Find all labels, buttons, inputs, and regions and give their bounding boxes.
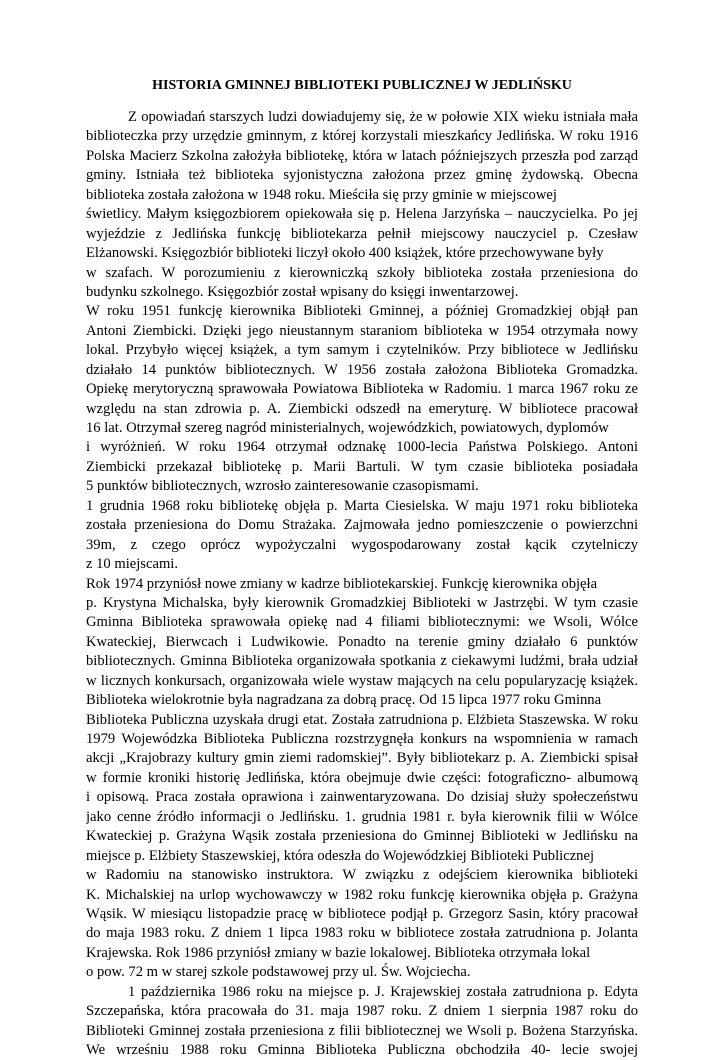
text-line: Elżanowski. Księgozbiór biblioteki liczył około 400 książek, które przechowywane były bbox=[86, 245, 604, 262]
text-line: Kwateckiej, Bierwcach i Ludwikowie. Ponadto na terenie gminy działało 6 punktów bbox=[86, 633, 638, 650]
text-line: o pow. 72 m w starej szkole podstawowej przy ul. Św. Wojciecha. bbox=[86, 964, 471, 981]
text-line: w formie kroniki historię Jedlińska, która obejmuje dwie części: fotograficzno- albumową bbox=[86, 769, 638, 786]
text-line: Opiekę merytoryczną sprawowała Powiatowa Biblioteka w Radomiu. 1 marca 1967 roku ze bbox=[86, 381, 638, 398]
text-line: K. Michalskiej na urlop wychowawczy w 1982 roku funkcję kierownika objęła p. Grażyna bbox=[86, 886, 638, 903]
text-line: Wąsik. W miesiącu listopadzie pracę w bibliotece podjął p. Grzegorz Sasin, który pracował bbox=[86, 905, 638, 922]
text-line: jako cenne źródło informacji o Jedlińsku. 1. grudnia 1981 r. była kierownik filii w Wólce bbox=[86, 808, 638, 825]
text-line: Kwateckiej p. Grażyna Wąsik została przeniesiona do Gminnej Biblioteki w Jedlińsku na bbox=[86, 828, 638, 845]
text-line: p. Krystyna Michalska, były kierownik Gromadzkiej Biblioteki w Jastrzębi. W tym czasie bbox=[86, 594, 638, 611]
text-line: Krajewska. Rok 1986 przyniósł zmiany w bazie lokalowej. Biblioteka otrzymała lokal bbox=[86, 944, 591, 961]
text-line: Rok 1974 przyniósł nowe zmiany w kadrze bibliotekarskiej. Funkcję kierownika objęła bbox=[86, 575, 598, 592]
text-line: budynku szkolnego. Księgozbiór został wpisany do księgi inwentarzowej. bbox=[86, 283, 519, 300]
text-line: lokal. Przybyło więcej książek, a tym samym i czytelników. Przy bibliotece w Jedlińsku bbox=[86, 342, 638, 359]
text-line: i opisową. Praca została oprawiona i zainwentaryzowana. Do dzisiaj służy społeczeństwu bbox=[86, 789, 638, 806]
text-line: bibliotecznych. Gminna Biblioteka organizowała spotkania z ciekawymi ludźmi, brała udział bbox=[86, 653, 638, 670]
text-line: Z opowiadań starszych ludzi dowiadujemy się, że w połowie XIX wieku istniała mała bbox=[128, 109, 638, 125]
document-title: HISTORIA GMINNEJ BIBLIOTEKI PUBLICZNEJ W JEDLIŃSKU bbox=[152, 78, 572, 93]
text-line: gminy. Istniała też biblioteka syjonistyczna założona przez gminę żydowską. Obecna bbox=[86, 167, 638, 184]
text-line: 5 punktów bibliotecznych, wzrosło zainteresowanie czasopismami. bbox=[86, 478, 479, 495]
text-line: Antoni Ziembicki. Dzięki jego nieustannym staraniom biblioteka w 1954 otrzymała nowy bbox=[86, 322, 638, 339]
text-line: została przeniesiona do Domu Strażaka. Zajmowała jedno pomieszczenie o powierzchni bbox=[86, 517, 638, 534]
text-line: Gminna Biblioteka sprawowała opiekę nad 4 filiami bibliotecznymi: we Wsoli, Wólce bbox=[86, 614, 638, 631]
text-line: 1979 Wojewódzka Biblioteka Publiczna rozstrzygnęła konkurs na wspomnienia w ramach bbox=[86, 731, 638, 747]
text-line: Szczepańska, która pracowała do 31. maja 1987 roku. Z dniem 1 sierpnia 1987 roku do bbox=[86, 1003, 638, 1020]
text-line: 1 grudnia 1968 roku bibliotekę objęła p. Marta Ciesielska. W maju 1971 roku biblioteka bbox=[86, 497, 638, 514]
text-line: miejsce p. Elżbiety Staszewskiej, która odeszła do Wojewódzkiej Biblioteki Publicznej bbox=[86, 847, 594, 864]
text-line: w licznych konkursach, organizowała wiele wystaw mających na celu popularyzację książek. bbox=[86, 672, 638, 689]
text-line: 39m, z czego oprócz wypożyczalni wygospodarowany został kącik czytelniczy bbox=[86, 536, 638, 553]
text-line: biblioteka została założona w 1948 roku. Mieściła się przy gminie w miejscowej bbox=[86, 186, 557, 203]
text-line: w Radomiu na stanowisko instruktora. W związku z odejściem kierownika biblioteki bbox=[86, 867, 638, 884]
document-body bbox=[86, 108, 638, 1060]
text-line: wyjeździe z Jedlińska funkcję bibliotekarza pełnił miejscowy nauczyciel p. Czesław bbox=[86, 225, 638, 242]
text-line: akcji „Krajobrazy kultury gmin ziemi radomskiej”. Były bibliotekarz p. A. Ziembicki spisał bbox=[86, 750, 638, 767]
text-line: Polska Macierz Szkolna założyła bibliotekę, która w latach późniejszych przeszła pod zarząd bbox=[86, 147, 638, 164]
text-line: względu na stan zdrowia p. A. Ziembicki odszedł na emeryturę. W bibliotece pracował bbox=[86, 400, 638, 417]
text-line: działało 14 punktów bibliotecznych. W 1956 została założona Biblioteka Gromadzka. bbox=[86, 361, 638, 378]
text-line: w szafach. W porozumieniu z kierowniczką szkoły biblioteka została przeniesiona do bbox=[86, 264, 638, 281]
text-line: świetlicy. Małym księgozbiorem opiekowała się p. Helena Jarzyńska – nauczycielka. Po jej bbox=[86, 206, 638, 223]
text-line: do maja 1983 roku. Z dniem 1 lipca 1983 roku w bibliotece została zatrudniona p. Jolanta bbox=[86, 925, 638, 942]
text-line: W roku 1951 funkcję kierownika Biblioteki Gminnej, a później Gromadzkiej objął pan bbox=[86, 303, 638, 320]
text-line: biblioteczka przy urzędzie gminnym, z której korzystali mieszkańcy Jedlińska. W roku 1916 bbox=[86, 128, 638, 145]
text-line: Biblioteka Publiczna uzyskała drugi etat. Została zatrudniona p. Elżbieta Staszewska. W roku bbox=[86, 711, 638, 728]
text-line: We wrześniu 1988 roku Gminna Biblioteka Publiczna obchodziła 40- lecie swojej bbox=[86, 1042, 638, 1058]
text-line: z 10 miejscami. bbox=[86, 556, 178, 573]
text-line: i wyróżnień. W roku 1964 otrzymał odznakę 1000-lecia Państwa Polskiego. Antoni bbox=[86, 439, 638, 456]
text-line: 16 lat. Otrzymał szereg nagród ministerialnych, wojewódzkich, powiatowych, dyplomów bbox=[86, 420, 609, 436]
text-line: 1 października 1986 roku na miejsce p. J. Krajewskiej została zatrudniona p. Edyta bbox=[128, 983, 638, 1000]
text-line: Biblioteki Gminnej została przeniesiona z filii bibliotecznej we Wsoli p. Bożena Starzyńska. bbox=[86, 1022, 638, 1039]
text-line: Ziembicki przekazał bibliotekę p. Marii Bartuli. W tym czasie biblioteka posiadała bbox=[86, 458, 638, 475]
text-line: Biblioteka wielokrotnie była nagradzana za dobrą pracę. Od 15 lipca 1977 roku Gminna bbox=[86, 692, 602, 709]
